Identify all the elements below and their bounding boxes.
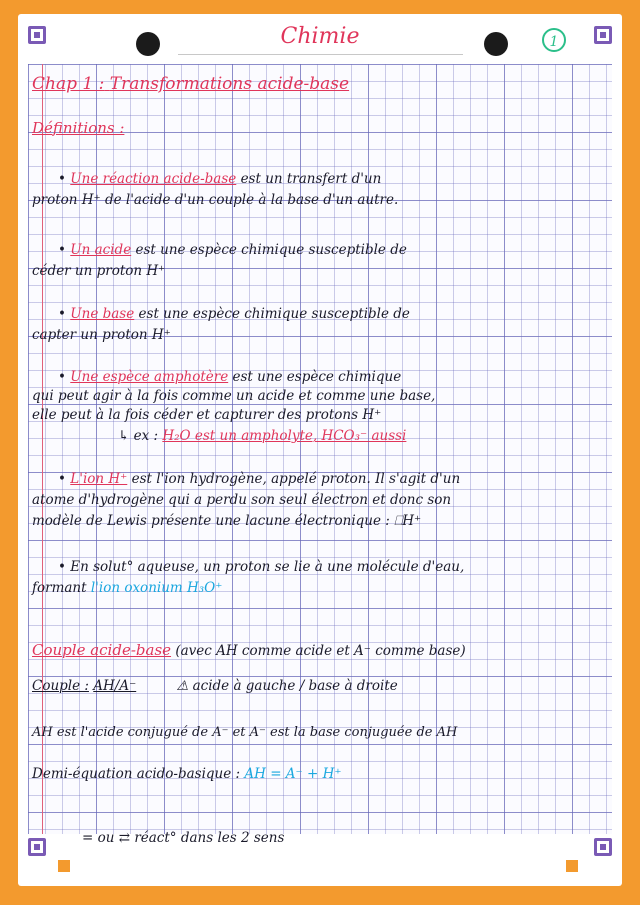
base-line-1-rest: est une espèce chimique susceptible de <box>138 306 410 322</box>
amphoteric-line-1: • Une espèce amphotère est une espèce chimique <box>58 369 402 385</box>
half-equation-label: Demi-équation acido-basique : <box>32 766 241 782</box>
orange-square-bottom-left <box>58 860 70 872</box>
couple-label: Couple : <box>32 678 89 694</box>
chapter-heading <box>32 76 349 93</box>
couple-heading: Couple acide-base <box>32 641 172 659</box>
amphoteric-term: Une espèce amphotère <box>70 369 229 385</box>
example-prefix: ↳ ex : <box>118 428 159 444</box>
reaction-direction-note: = ou ⇄ réact° dans les 2 sens <box>82 830 285 846</box>
couple-heading-line <box>32 642 466 660</box>
couple-warning: ⚠ acide à gauche / base à droite <box>176 678 398 694</box>
half-equation-line <box>32 766 341 783</box>
couple-line <box>32 678 398 695</box>
oxonium-term: l'ion oxonium H₃O⁺ <box>90 580 223 596</box>
conjugate-line: AH est l'acide conjugué de A⁻ et A⁻ est la base conjuguée de AH <box>32 725 458 740</box>
notebook-page <box>18 14 622 886</box>
reaction-line-2: proton H⁺ de l'acide d'un couple à la base d'un autre. <box>32 192 399 208</box>
acid-line-1: • Un acide est une espèce chimique susceptible de <box>58 242 407 258</box>
couple-heading-note: (avec AH comme acide et A⁻ comme base) <box>175 643 466 659</box>
title-rule <box>178 54 463 55</box>
half-equation-value: AH = A⁻ + H⁺ <box>244 766 342 782</box>
definitions-heading: Définitions : <box>32 119 125 137</box>
hydrogen-ion-line-3: modèle de Lewis présente une lacune électronique : ⎕H⁺ <box>32 513 422 529</box>
reaction-line-1-rest: est un transfert d'un <box>240 171 382 187</box>
acid-line-2: céder un proton H⁺ <box>32 263 166 279</box>
corner-marker-bottom-right <box>594 838 612 856</box>
acid-line-1-rest: est une espèce chimique susceptible de <box>135 242 407 258</box>
example-text: H₂O est un ampholyte, HCO₃⁻ aussi <box>162 428 407 444</box>
amphoteric-line-1-rest: est une espèce chimique <box>232 369 402 385</box>
chapter-prefix: Chap 1 : <box>32 74 105 94</box>
orange-square-bottom-right <box>566 860 578 872</box>
chapter-title: Transformations acide-base <box>109 74 350 94</box>
base-term: Une base <box>70 306 135 322</box>
couple-value: AH/A⁻ <box>93 678 137 694</box>
aqueous-line-1: • En solut° aqueuse, un proton se lie à une molécule d'eau, <box>58 559 465 575</box>
amphoteric-line-3: elle peut à la fois céder et capturer des protons H⁺ <box>32 407 382 423</box>
hydrogen-ion-line-1-rest: est l'ion hydrogène, appelé proton. Il s'agit d'un <box>131 471 461 487</box>
amphoteric-example <box>118 428 406 445</box>
reaction-term: Une réaction acide-base <box>70 171 237 187</box>
page-number: 1 <box>542 28 566 52</box>
hydrogen-ion-term: L'ion H⁺ <box>70 471 128 487</box>
reaction-line-1: • Une réaction acide-base est un transfert d'un <box>58 171 382 187</box>
hydrogen-ion-line-1: • L'ion H⁺ est l'ion hydrogène, appelé proton. Il s'agit d'un <box>58 471 461 487</box>
base-line-1: • Une base est une espèce chimique susceptible de <box>58 306 410 322</box>
page-title: Chimie <box>280 24 360 49</box>
aqueous-line-2 <box>32 580 222 597</box>
aqueous-line-2-start: formant <box>32 580 87 596</box>
base-line-2: capter un proton H⁺ <box>32 327 171 343</box>
acid-term: Un acide <box>70 242 132 258</box>
hydrogen-ion-line-2: atome d'hydrogène qui a perdu son seul électron et donc son <box>32 492 452 508</box>
corner-marker-bottom-left <box>28 838 46 856</box>
amphoteric-line-2: qui peut agir à la fois comme un acide et comme une base, <box>32 388 436 404</box>
margin-line <box>42 64 43 834</box>
